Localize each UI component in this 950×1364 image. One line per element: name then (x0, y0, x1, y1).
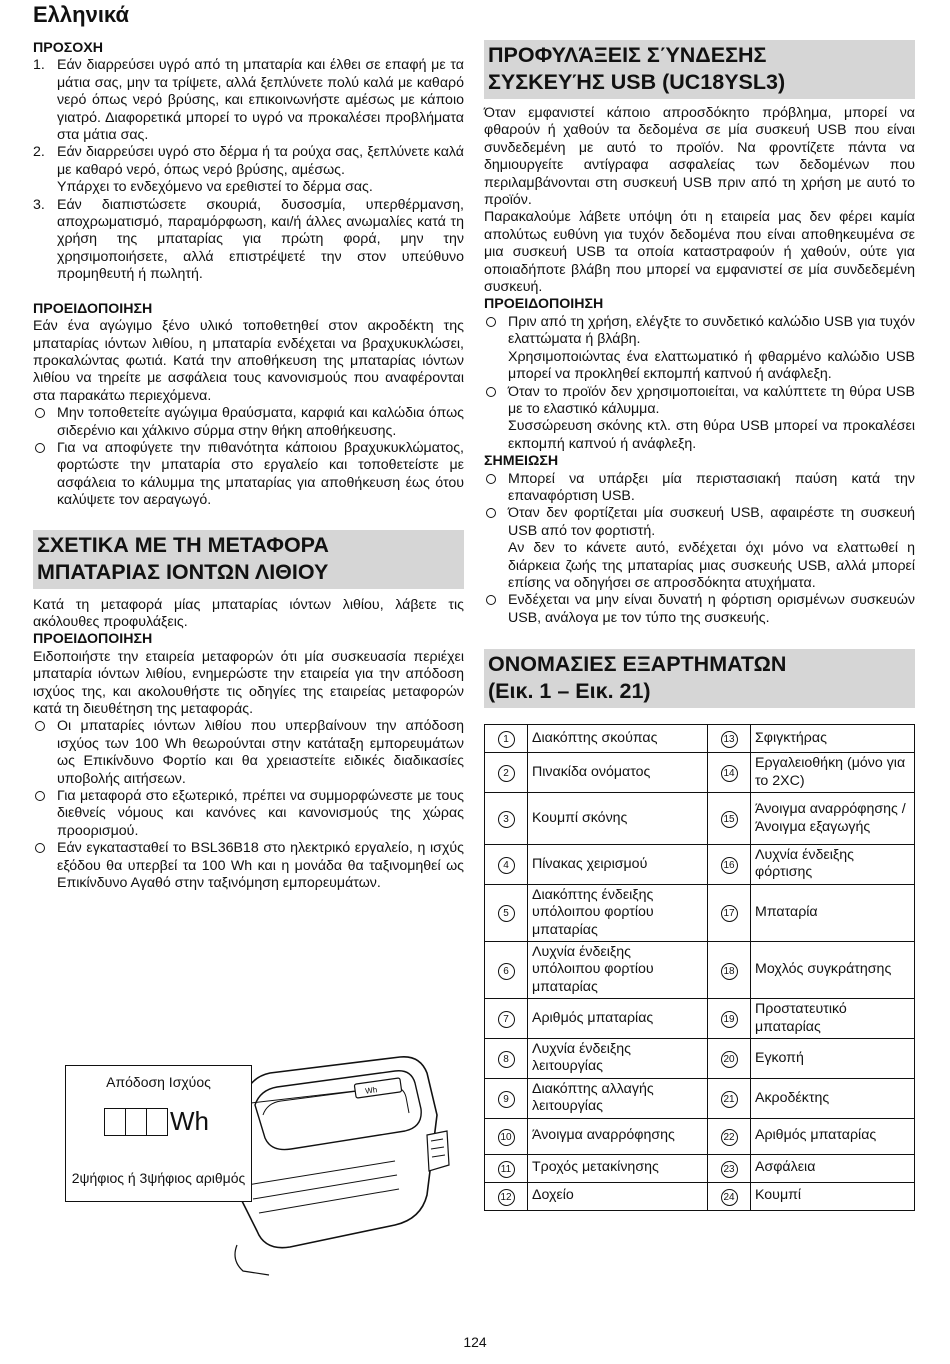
warning-bullet: Μην τοποθετείτε αγώγιμα θραύσματα, καρφιά και καλώδια όπως σιδερένιο και χάλκινο σύρμα στην θήκη αποθήκευσης. (33, 405, 464, 440)
left-column (33, 40, 464, 892)
wh-unit: Wh (170, 1106, 209, 1136)
caution-item: 3. Εάν διαπιστώσετε σκουριά, δυσοσμία, υπερθέρμανση, αποχρωματισμό, παραμόρφωση, και/ή άλλες ανωμαλίες κατά τη χρήση της μπαταρίας για πρώτη φορά, μην την χρησιμοποιήσετε, αλλά επιστρέψετέ την στον υπεύθυνο προμηθευτή ή πωλητή. (33, 196, 464, 283)
parts-row (485, 1078, 915, 1118)
part-name: Ασφάλεια (751, 1154, 915, 1182)
note-bullets (484, 471, 915, 628)
usb-warning-bullet: Πριν από τη χρήση, ελέγξτε το συνδετικό καλώδιο USB για τυχόν ελαττώματα ή βλάβη. Χρησιμοποιώντας ένα ελαττωματικό ή φθαρμένο καλώδιο USB μπορεί να προκληθεί εκπομπή καπνού ή ανάφλεξη. (484, 314, 915, 384)
part-number: 9 (485, 1078, 528, 1118)
parts-section-title: ΟΝΟΜΑΣΙΕΣ ΕΞΑΡΤΗΜΑΤΩΝ (Εικ. 1 – Εικ. 21) (484, 649, 915, 708)
note-bullet: Όταν δεν φορτίζεται μία συσκευή USB, αφαιρέστε τη συσκευή USB από τον φορτιστή. Αν δεν το κάνετε αυτό, ενδέχεται όχι μόνο να ελαττωθεί η διάρκεια ζωής της μπαταρίας μιας συσκευής USB, αλλά μπορεί επίσης να οδηγήσει σε απροσδόκητα ατυχήματα. (484, 505, 915, 592)
right-column (484, 40, 915, 1211)
transport-section-title: ΣΧΕΤΙΚΑ ΜΕ ΤΗ ΜΕΤΑΦΟΡΑ ΜΠΑΤΑΡΙΑΣ ΙΟΝΤΩΝ ΛΙΘΙΟΥ (33, 530, 464, 589)
transport-bullet: Για μεταφορά στο εξωτερικό, πρέπει να συμμορφώνεστε με τους διεθνείς νόμους και κανόνες και κανονισμούς της χώρας προορισμού. (33, 788, 464, 840)
usb-paragraph: Όταν εμφανιστεί κάποιο απροσδόκητο πρόβλημα, μπορεί να φθαρούν ή χαθούν τα δεδομένα σε μία συσκευή USB που είναι συνδεδεμένη με αυτό το προϊόν. Να φροντίζετε πάντα να δημιουργείτε αντίγραφα ασφαλείας των δεδομένων που περιλαμβάνονται στη συσκευή USB πριν από τη χρήση με αυτό το προϊόν. (484, 105, 915, 209)
part-name: Ακροδέκτης (751, 1078, 915, 1118)
caution-label: ΠΡΟΣΟΧΗ (33, 40, 104, 56)
note-bullet: Μπορεί να υπάρξει μία περιστασιακή παύση κατά την επαναφόρτιση USB. (484, 471, 915, 506)
page-title: Ελληνικά (33, 2, 129, 27)
part-name: Αριθμός μπαταρίας (528, 999, 708, 1039)
part-name: Διακόπτης ένδειξης υπόλοιπου φορτίου μπαταρίας (528, 884, 708, 941)
note-bullet: Ενδέχεται να μην είναι δυνατή η φόρτιση ορισμένων συσκευών USB, ανάλογα με τον τύπο της συσκευής. (484, 592, 915, 627)
part-name: Διακόπτης αλλαγής λειτουργίας (528, 1078, 708, 1118)
transport-warning-text: Ειδοποιήστε την εταιρεία μεταφορών ότι μία συσκευασία περιέχει μπαταρία ιόντων λιθίου, ενημερώστε την εταιρεία για την απόδοση ισχύος της, και ακολουθήστε τις οδηγίες της εταιρείας μεταφορών κατά τη διευθέτηση της μεταφοράς. (33, 648, 464, 717)
power-rating-caption: Απόδοση Ισχύος (106, 1074, 211, 1090)
part-number: 22 (708, 1118, 751, 1154)
part-number: 5 (485, 884, 528, 941)
transport-bullet: Εάν εγκατασταθεί το BSL36B18 στο ηλεκτρικό εργαλείο, η ισχύς εξόδου θα υπερβεί τα 100 Wh και η μονάδα θα ταξινομηθεί ως Επικίνδυνο Αγαθό στην ταξινόμηση εμπορευμάτων. (33, 840, 464, 892)
part-number: 23 (708, 1154, 751, 1182)
digit-boxes (104, 1108, 167, 1136)
part-number: 15 (708, 793, 751, 845)
part-number: 2 (485, 753, 528, 793)
part-name: Σφιγκτήρας (751, 725, 915, 753)
caution-item: 1. Εάν διαρρεύσει υγρό από τη μπαταρία και έλθει σε επαφή με τα μάτια σας, μην τα τρίψετε, αλλά ξεπλύνετε πολύ καλά με καθαρό νερό όπως νερό βρύσης, και επικοινωνήστε αμέσως με κάποιο γιατρό. Διαφορετικά μπορεί το υγρό να προκαλέσει προβλήματα στα μάτια σας. (33, 57, 464, 144)
part-number: 10 (485, 1118, 528, 1154)
part-number: 6 (485, 942, 528, 999)
part-number: 16 (708, 845, 751, 885)
part-name: Τροχός μετακίνησης (528, 1154, 708, 1182)
usb-warning-bullets (484, 314, 915, 453)
transport-warning-label: ΠΡΟΕΙΔΟΠΟΙΗΣΗ (33, 631, 153, 648)
part-number: 4 (485, 845, 528, 885)
part-number: 1 (485, 725, 528, 753)
parts-row (485, 884, 915, 941)
caution-list (33, 57, 464, 283)
part-number: 13 (708, 725, 751, 753)
parts-table (484, 724, 915, 1211)
usb-section-title: ΠΡΟΦΥΛΆΞΕΙΣ ΣΎΝΔΕΣΗΣ ΣΥΣΚΕΥΉΣ USB (UC18YSL3) (484, 40, 915, 99)
digits-caption: 2ψήφιος ή 3ψήφιος αριθμός (71, 1170, 246, 1186)
parts-row (485, 999, 915, 1039)
note-label: ΣΗΜΕΙΩΣΗ (484, 453, 559, 470)
warning-bullet: Για να αποφύγετε την πιθανότητα κάποιου βραχυκυκλώματος, φορτώστε την μπαταρία στο εργαλείο και τοποθετείστε με ασφάλεια το κάλυμμα της μπαταρίας για αποθήκευση έως ότου καλύψετε τον αεραγωγό. (33, 440, 464, 510)
part-number: 3 (485, 793, 528, 845)
warning-bullets (33, 405, 464, 509)
part-number: 11 (485, 1154, 528, 1182)
usb-warning-bullet: Όταν το προϊόν δεν χρησιμοποιείται, να καλύπτετε τη θύρα USB με το ελαστικό κάλυμμα. Συσσώρευση σκόνης κτλ. στη θύρα USB μπορεί να προκαλέσει εκπομπή καπνού ή ανάφλεξη. (484, 384, 915, 454)
parts-row (485, 793, 915, 845)
parts-row (485, 1154, 915, 1182)
part-number: 19 (708, 999, 751, 1039)
part-name: Αριθμός μπαταρίας (751, 1118, 915, 1154)
page-number: 124 (463, 1334, 487, 1350)
part-name: Εργαλειοθήκη (μόνο για το 2XC) (751, 753, 915, 793)
part-name: Λυχνία ένδειξης φόρτισης (751, 845, 915, 885)
part-name: Μπαταρία (751, 884, 915, 941)
transport-intro: Κατά τη μεταφορά μίας μπαταρίας ιόντων λιθίου, λάβετε τις ακόλουθες προφυλάξεις. (33, 596, 464, 630)
part-name: Λυχνία ένδειξης λειτουργίας (528, 1039, 708, 1079)
digit-box (125, 1108, 147, 1136)
parts-row (485, 942, 915, 999)
parts-row (485, 1118, 915, 1154)
part-name: Εγκοπή (751, 1039, 915, 1079)
transport-bullet: Οι μπαταρίες ιόντων λιθίου που υπερβαίνουν την απόδοση ισχύος των 100 Wh θεωρούνται στην κατάταξη εμπορευμάτων ως Επικίνδυνο Φορτίο και θα χρειαστείτε ειδικές διαδικασίες υποβολής αιτήσεων. (33, 718, 464, 788)
part-number: 18 (708, 942, 751, 999)
warning-text: Εάν ένα αγώγιμο ξένο υλικό τοποθετηθεί στον ακροδέκτη της μπαταρίας ιόντων λιθίου, η μπαταρία ενδέχεται να βραχυκυκλώσει, προκαλώντας φωτιά. Κατά την αποθήκευση της μπαταρίας ιόντων λιθίου να τηρείτε με ασφάλεια τους κανονισμούς που αναφέρονται στα παρακάτω περιεχόμενα. (33, 318, 464, 404)
part-number: 14 (708, 753, 751, 793)
part-name: Κουμπί σκόνης (528, 793, 708, 845)
part-number: 8 (485, 1039, 528, 1079)
part-number: 17 (708, 884, 751, 941)
usb-warning-label: ΠΡΟΕΙΔΟΠΟΙΗΣΗ (484, 296, 604, 313)
part-name: Λυχνία ένδειξης υπόλοιπου φορτίου μπαταρίας (528, 942, 708, 999)
parts-row (485, 1182, 915, 1210)
part-number: 21 (708, 1078, 751, 1118)
part-number: 20 (708, 1039, 751, 1079)
digit-box (104, 1108, 126, 1136)
part-name: Πίνακας χειρισμού (528, 845, 708, 885)
warning-label: ΠΡΟΕΙΔΟΠΟΙΗΣΗ (33, 300, 153, 317)
parts-row (485, 1039, 915, 1079)
part-name: Άνοιγμα αναρρόφησης (528, 1118, 708, 1154)
transport-bullets (33, 718, 464, 892)
parts-row (485, 753, 915, 793)
part-name: Διακόπτης σκούπας (528, 725, 708, 753)
caution-item: 2. Εάν διαρρεύσει υγρό στο δέρμα ή τα ρούχα σας, ξεπλύνετε καλά με καθαρό νερό, όπως νερό βρύσης, αμέσως. Υπάρχει το ενδεχόμενο να ερεθιστεί το δέρμα σας. (33, 144, 464, 196)
power-rating-box (65, 1065, 252, 1202)
parts-row (485, 725, 915, 753)
battery-label-text: Wh (364, 1085, 378, 1096)
part-name: Μοχλός συγκράτησης (751, 942, 915, 999)
part-number: 12 (485, 1182, 528, 1210)
parts-row (485, 845, 915, 885)
part-number: 24 (708, 1182, 751, 1210)
digit-box (146, 1108, 168, 1136)
usb-paragraph: Παρακαλούμε λάβετε υπόψη ότι η εταιρεία μας δεν φέρει καμία απολύτως ευθύνη για τυχόν δεδομένα που είναι αποθηκευμένα σε μια συσκευή USB τα οποία καταστραφούν ή χαθούν, ούτε για οποιαδήποτε βλάβη που μπορεί να εμφανιστεί σε μία συνδεδεμένη συσκευή. (484, 209, 915, 296)
part-name: Δοχείο (528, 1182, 708, 1210)
battery-power-figure (55, 1035, 475, 1280)
part-name: Άνοιγμα αναρρόφησης / Άνοιγμα εξαγωγής (751, 793, 915, 845)
part-name: Προστατευτικό μπαταρίας (751, 999, 915, 1039)
part-name: Πινακίδα ονόματος (528, 753, 708, 793)
part-name: Κουμπί (751, 1182, 915, 1210)
part-number: 7 (485, 999, 528, 1039)
